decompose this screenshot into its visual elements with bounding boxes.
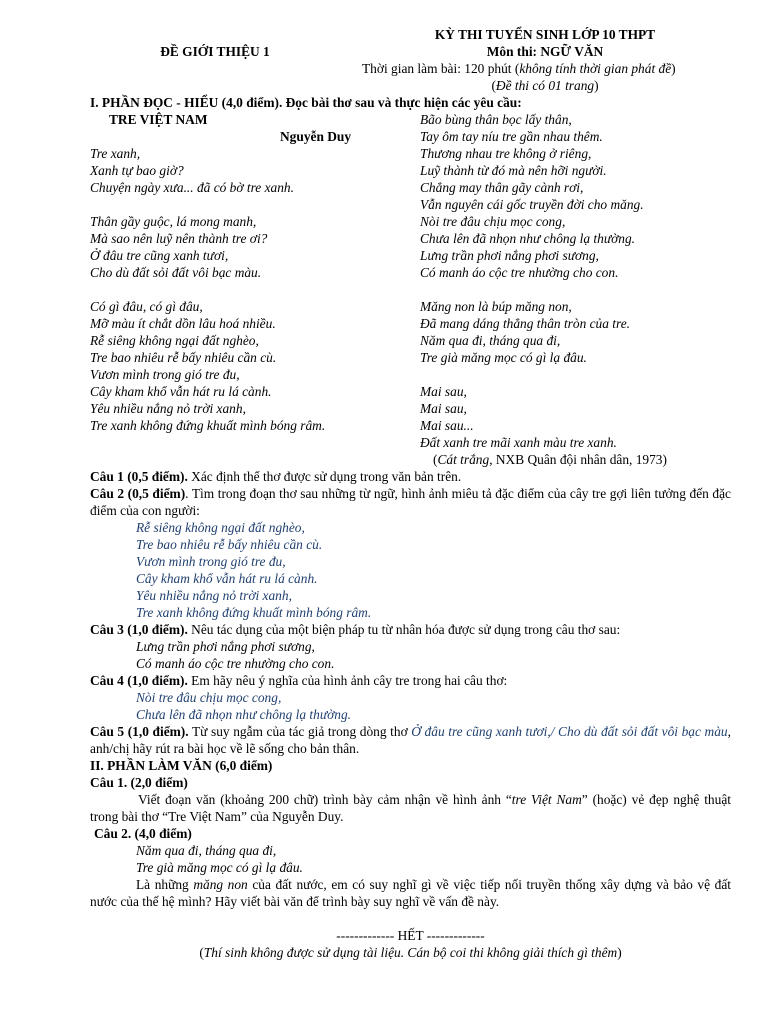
poem-line: Đất xanh tre mãi xanh màu tre xanh. (420, 435, 617, 450)
essay-question-1: Viết đoạn văn (khoảng 200 chữ) trình bày cảm nhận về hình ảnh “tre Việt Nam” (hoặc) vẻ đẹp nghệ thuật trong bài thơ “Tre Việt Nam” của Nguyễn Duy. (90, 792, 731, 824)
poem-line: Chưa lên đã nhọn như chông lạ thường. (420, 231, 636, 246)
poem-line: Có gì đâu, có gì đâu, (90, 299, 203, 314)
question-3: Câu 3 (1,0 điểm). Nêu tác dụng của một biện pháp tu từ nhân hóa được sử dụng trong câu thơ sau: (90, 622, 621, 637)
poem-left-column (90, 145, 325, 434)
question-2: Câu 2 (0,5 điểm). Tìm trong đoạn thơ sau những từ ngữ, hình ảnh miêu tả đặc điểm của cây tre gợi liên tưởng đến đặc điểm của con người: (90, 486, 731, 518)
pages-line: (Đề thi có 01 trang) (491, 78, 599, 93)
poem-line: Mai sau, (420, 401, 467, 416)
poem-line: Tre già măng mọc có gì lạ đâu. (420, 350, 587, 365)
poem-line: Măng non là búp măng non, (420, 299, 572, 314)
excerpt-line: Rễ siêng không ngại đất nghèo, (136, 520, 305, 535)
excerpt-line: Yêu nhiều nắng nỏ trời xanh, (136, 588, 292, 603)
question-2-excerpt (136, 519, 371, 621)
poem-line: Lưng trần phơi nắng phơi sương, (420, 248, 599, 263)
poem-line: Rễ siêng không ngại đất nghèo, (90, 333, 259, 348)
excerpt-line: Tre xanh không đứng khuất mình bóng râm. (136, 605, 372, 620)
poem-line (90, 281, 325, 298)
essay-question-1-label: Câu 1. (2,0 điểm) (90, 775, 188, 790)
excerpt-line: Lưng trần phơi nắng phơi sương, (136, 639, 315, 654)
excerpt-line: Tre già măng mọc có gì lạ đâu. (136, 860, 303, 875)
question-4: Câu 4 (1,0 điểm). Em hãy nêu ý nghĩa của hình ảnh cây tre trong hai câu thơ: (90, 673, 508, 688)
end-marker: ------------- HẾT ------------- (336, 928, 485, 943)
excerpt-line: Cây kham khổ vẫn hát ru lá cành. (136, 571, 318, 586)
poem-line (90, 196, 325, 213)
subject-label: Môn thi: NGỮ VĂN (486, 44, 604, 59)
poem-line: Thương nhau tre không ở riêng, (420, 146, 592, 161)
poem-line: Mai sau, (420, 384, 467, 399)
poem-title: TRE VIỆT NAM (109, 112, 208, 127)
excerpt-line: Tre bao nhiêu rễ bấy nhiêu cần cù. (136, 537, 323, 552)
question-1: Câu 1 (0,5 điểm). Xác định thể thơ được sử dụng trong văn bản trên. (90, 469, 462, 484)
excerpt-line: Nòi tre đâu chịu mọc cong, (136, 690, 282, 705)
footer-note: (Thí sinh không được sử dụng tài liệu. Cán bộ coi thi không giải thích gì thêm) (199, 945, 622, 960)
essay-question-2-label: Câu 2. (4,0 điểm) (94, 826, 192, 841)
poem-line: Luỹ thành từ đó mà nên hỡi người. (420, 163, 607, 178)
poem-line: Vẫn nguyên cái gốc truyền đời cho măng. (420, 197, 644, 212)
poem-source: (Cát trắng, NXB Quân đội nhân dân, 1973) (433, 452, 667, 467)
poem-line: Ở đâu tre cũng xanh tươi, (90, 248, 229, 263)
poem-line: Cây kham khổ vẫn hát ru lá cành. (90, 384, 272, 399)
poem-line: Cho dù đất sỏi đất vôi bạc màu. (90, 265, 262, 280)
poem-line: Năm qua đi, tháng qua đi, (420, 333, 561, 348)
poem-line: Tre bao nhiêu rễ bấy nhiêu cần cù. (90, 350, 277, 365)
poem-line: Có manh áo cộc tre nhường cho con. (420, 265, 619, 280)
excerpt-line: Chưa lên đã nhọn như chông lạ thường. (136, 707, 352, 722)
poem-line: Tay ôm tay níu tre gần nhau thêm. (420, 129, 603, 144)
poem-line: Đã mang dáng thẳng thân tròn của tre. (420, 316, 631, 331)
exam-title: KỲ THI TUYỂN SINH LỚP 10 THPT (434, 27, 656, 42)
poem-line: Mai sau... (420, 418, 474, 433)
poem-line: Chẳng may thân gãy cành rơi, (420, 180, 584, 195)
poem-line: Tre xanh, (90, 146, 141, 161)
poem-line: Tre xanh không đứng khuất mình bóng râm. (90, 418, 326, 433)
essay-question-2-excerpt (136, 842, 303, 876)
poem-line: Xanh tự bao giờ? (90, 163, 184, 178)
time-line: Thời gian làm bài: 120 phút (không tính thời gian phát đề) (362, 61, 676, 76)
question-5: Câu 5 (1,0 điểm). Từ suy ngẫm của tác giả trong dòng thơ Ở đâu tre cũng xanh tươi,/ Cho dù đất sỏi đất vôi bạc màu, anh/chị hãy rút ra bài học về lẽ sống cho bản thân. (90, 724, 731, 756)
poem-line: Yêu nhiều nắng nỏ trời xanh, (90, 401, 246, 416)
excerpt-line: Vươn mình trong gió tre đu, (136, 554, 286, 569)
poem-line: Nòi tre đâu chịu mọc cong, (420, 214, 566, 229)
part2-heading: II. PHẦN LÀM VĂN (6,0 điểm) (90, 758, 273, 773)
poem-right-column (420, 111, 644, 451)
part1-heading: I. PHẦN ĐỌC - HIỂU (4,0 điểm). Đọc bài thơ sau và thực hiện các yêu cầu: (90, 95, 522, 110)
poem-line: Mỡ màu ít chắt dồn lâu hoá nhiều. (90, 316, 276, 331)
excerpt-line: Năm qua đi, tháng qua đi, (136, 843, 277, 858)
intro-label: ĐỀ GIỚI THIỆU 1 (160, 44, 270, 59)
excerpt-line: Có manh áo cộc tre nhường cho con. (136, 656, 335, 671)
question-4-excerpt (136, 689, 351, 723)
question-3-excerpt (136, 638, 334, 672)
poem-line (420, 366, 644, 383)
poem-line: Chuyện ngày xưa... đã có bờ tre xanh. (90, 180, 294, 195)
poem-line: Mà sao nên luỹ nên thành tre ơi? (90, 231, 268, 246)
poem-line: Thân gầy guộc, lá mong manh, (90, 214, 257, 229)
poem-line (420, 281, 644, 298)
essay-question-2: Là những măng non của đất nước, em có suy nghĩ gì về việc tiếp nối truyền thống xây dựng và bảo vệ đất nước của thế hệ mình? Hãy viết bài văn để trình bày suy nghĩ về vấn đề này. (90, 877, 731, 909)
poem-line: Vươn mình trong gió tre đu, (90, 367, 240, 382)
poem-author: Nguyễn Duy (280, 129, 352, 144)
poem-line: Bão bùng thân bọc lấy thân, (420, 112, 572, 127)
